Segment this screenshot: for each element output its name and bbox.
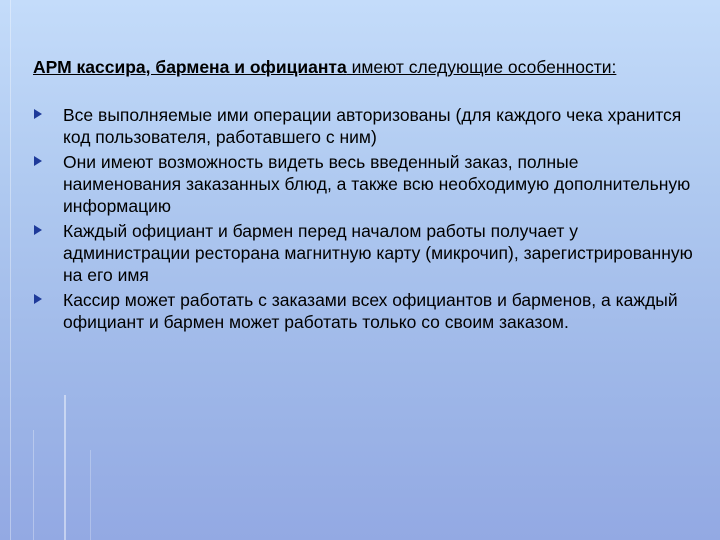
triangle-bullet-icon [34, 225, 42, 235]
bullet-item [33, 289, 693, 333]
bullet-text: Все выполняемые ими операции авторизованы (для каждого чека хранится код пользователя, работавшего с ним) [63, 105, 682, 147]
triangle-bullet-icon [34, 109, 42, 119]
bullet-item [33, 220, 693, 286]
triangle-bullet-icon [34, 294, 42, 304]
triangle-bullet-icon [34, 156, 42, 166]
slide-heading [33, 56, 693, 78]
bullet-list [33, 104, 693, 333]
bullet-item [33, 151, 693, 217]
heading-normal-text: имеют следующие особенности: [346, 57, 617, 77]
bullet-item [33, 104, 693, 148]
heading-bold-text: АРМ кассира, бармена и официанта [33, 57, 347, 77]
decorative-line [33, 430, 34, 540]
decorative-line [90, 450, 91, 540]
bullet-text: Они имеют возможность видеть весь введенный заказ, полные наименования заказанных блюд, а также всю необходимую дополнительную информацию [63, 152, 691, 216]
bullet-text: Кассир может работать с заказами всех официантов и барменов, а каждый официант и бармен может работать только со своим заказом. [63, 290, 678, 332]
decorative-line [10, 0, 11, 540]
slide-content [33, 56, 693, 336]
bullet-text: Каждый официант и бармен перед началом работы получает у администрации ресторана магнитную карту (микрочип), зарегистрированную на его имя [63, 221, 693, 285]
decorative-line [64, 395, 66, 540]
